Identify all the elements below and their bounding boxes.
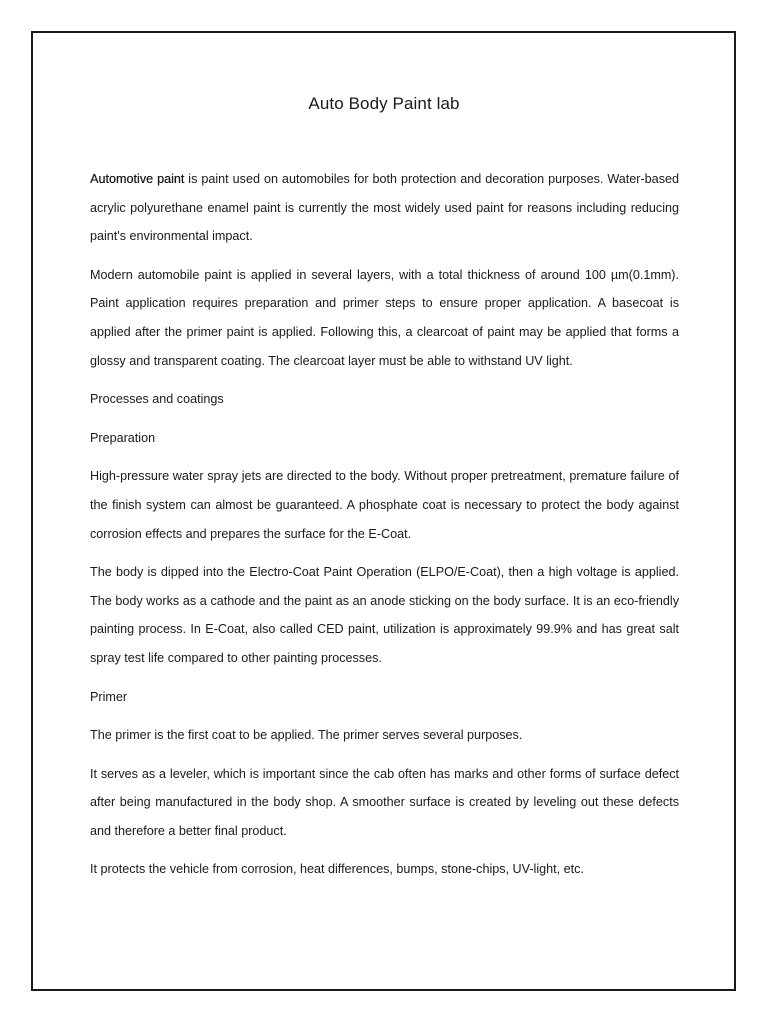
paragraph-layers: Modern automobile paint is applied in several layers, with a total thickness of around 100 µm(0.1mm). Paint application requires preparation and primer steps to ensure proper application. A basecoat is applied after the primer paint is applied. Following this, a clearcoat of paint may be applied that forms a glossy and transparent coating. The clearcoat layer must be able to withstand UV light. [90, 267, 679, 368]
paragraph-preparation: High-pressure water spray jets are directed to the body. Without proper pretreatment, premature failure of the finish system can almost be guaranteed. A phosphate coat is necessary to protect the body against corrosion effects and prepares the surface for the E-Coat. [90, 469, 679, 541]
heading-processes: Processes and coatings [90, 392, 224, 407]
paragraph-intro [90, 165, 679, 251]
heading-primer: Primer [90, 689, 128, 704]
intro-term: Automotive paint [90, 172, 185, 186]
intro-text: is paint used on automobiles for both protection and decoration purposes. Water-based acrylic polyurethane enamel paint is currently the most widely used paint for reasons including reducing paint's environmental impact. [90, 172, 679, 244]
heading-preparation: Preparation [90, 430, 156, 445]
paragraph-primer-leveler: It serves as a leveler, which is important since the cab often has marks and other forms of surface defect after being manufactured in the body shop. A smoother surface is created by leveling out these defects and therefore a better final product. [90, 766, 679, 838]
paragraph-primer-protect: It protects the vehicle from corrosion, heat differences, bumps, stone-chips, UV-light, etc. [90, 862, 584, 877]
paragraph-primer-intro: The primer is the first coat to be applied. The primer serves several purposes. [90, 728, 523, 743]
paragraph-ecoat: The body is dipped into the Electro-Coat Paint Operation (ELPO/E-Coat), then a high voltage is applied. The body works as a cathode and the paint as an anode sticking on the body surface. It is an eco-friendly painting process. In E-Coat, also called CED paint, utilization is approximately 99.9% and has great salt spray test life compared to other painting processes. [90, 565, 679, 665]
document-body [90, 165, 679, 894]
document-title: Auto Body Paint lab [308, 94, 460, 113]
